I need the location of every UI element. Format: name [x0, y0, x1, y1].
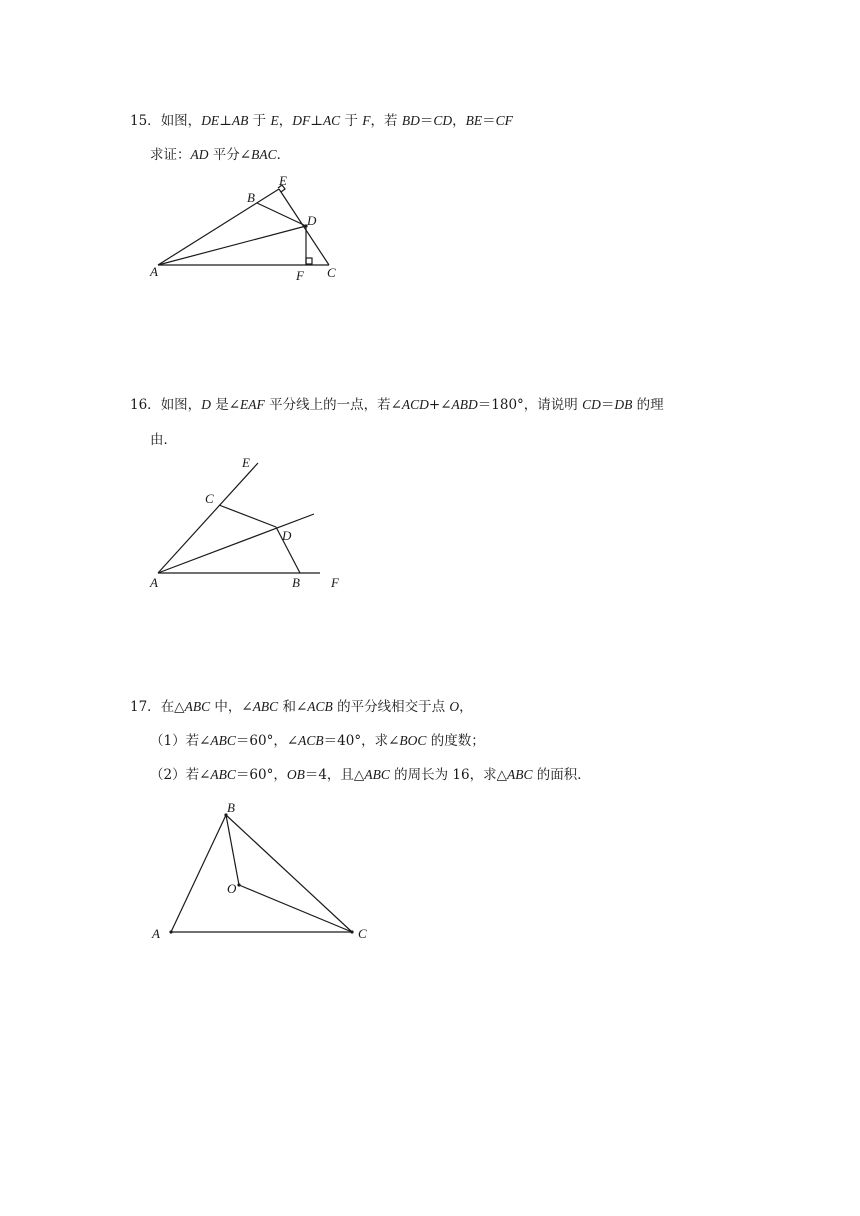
figure-label: C [327, 265, 336, 280]
text-segment: 于 [248, 113, 271, 129]
text-segment: ⊥ [310, 113, 323, 129]
text-segment: ＝ [600, 397, 615, 413]
text-segment: ． [276, 147, 291, 163]
figure-17 [140, 795, 380, 945]
text-segment: 的周长为 16，求△ [389, 767, 507, 783]
text-segment: ＝60°， [235, 767, 287, 783]
problem-17-line-2 [150, 731, 485, 751]
math-symbol: AB [231, 113, 249, 128]
figure-label: A [150, 264, 158, 279]
math-symbol: OB [286, 767, 305, 782]
math-symbol: ACB [298, 733, 324, 748]
text-segment: ＝ [419, 113, 434, 129]
text-segment: ＝40°，求∠ [323, 733, 400, 749]
text-segment: （2）若∠ [150, 767, 211, 783]
text-segment: ＝60°，∠ [235, 733, 299, 749]
text-segment: ， [278, 113, 293, 129]
problem-number: 15． [130, 113, 161, 129]
figure-label: B [247, 190, 255, 205]
problem-text [150, 147, 290, 163]
text-segment: ，若 [370, 113, 402, 129]
problem-16-line-2 [150, 430, 177, 450]
math-symbol: ABC [364, 767, 390, 782]
text-segment: ， [452, 113, 466, 129]
text-segment: 如图， [160, 397, 202, 413]
figure-label: O [227, 881, 237, 896]
math-symbol: BOC [399, 733, 427, 748]
math-symbol: DE [201, 113, 220, 128]
problem-17-line-3 [150, 765, 591, 785]
math-symbol: CD [582, 397, 601, 412]
math-symbol: EAF [240, 397, 265, 412]
math-symbol: O [449, 699, 460, 714]
figure-label: B [227, 800, 235, 815]
math-symbol: ACD [401, 397, 429, 412]
math-symbol: BE [465, 113, 483, 128]
text-segment: 平分线上的一点，若∠ [264, 397, 402, 413]
figure-label: E [279, 173, 287, 188]
problem-text [161, 113, 513, 129]
math-symbol: ABD [451, 397, 478, 412]
figure-label: F [331, 575, 339, 590]
text-segment: ， [459, 699, 473, 715]
problem-17-line-1 [130, 697, 473, 717]
problem-number: 17． [130, 699, 161, 715]
problem-text [150, 767, 591, 783]
math-symbol: DF [292, 113, 311, 128]
math-symbol: D [201, 397, 211, 412]
math-symbol: ABC [506, 767, 533, 782]
math-symbol: ABC [252, 699, 279, 714]
problem-number: 16． [130, 397, 161, 413]
figure-label: A [152, 926, 160, 941]
text-segment: 平分∠ [208, 147, 252, 163]
text-segment: 和∠ [278, 699, 308, 715]
math-symbol: ABC [210, 767, 236, 782]
problem-text [161, 397, 664, 413]
text-segment: 由． [150, 432, 177, 448]
problem-15-line-1 [130, 111, 513, 131]
text-segment: 求证： [150, 147, 191, 163]
text-segment: ＝180°，请说明 [477, 397, 583, 413]
figure-label: C [358, 926, 367, 941]
math-symbol: ABC [184, 699, 211, 714]
math-symbol: ACB [307, 699, 333, 714]
text-segment: 的度数； [426, 733, 485, 749]
text-segment: ＝ [482, 113, 496, 129]
figure-label: F [296, 268, 304, 283]
figure-label: A [150, 575, 158, 590]
math-symbol: F [362, 113, 371, 128]
math-symbol: BAC [251, 147, 277, 162]
math-symbol: AC [322, 113, 341, 128]
text-segment: 的面积． [532, 767, 591, 783]
text-segment: 如图， [160, 113, 202, 129]
text-segment: ＝4，且△ [304, 767, 365, 783]
math-symbol: BD [401, 113, 420, 128]
math-symbol: ABC [210, 733, 236, 748]
text-segment: +∠ [428, 397, 452, 413]
text-segment: 中，∠ [210, 699, 253, 715]
figure-15 [140, 168, 360, 288]
math-symbol: AD [190, 147, 209, 162]
problem-15-line-2 [150, 145, 290, 165]
text-segment: 的平分线相交于点 [332, 699, 450, 715]
text-segment: （1）若∠ [150, 733, 211, 749]
text-segment: ⊥ [219, 113, 232, 129]
math-symbol: E [270, 113, 279, 128]
math-symbol: DB [614, 397, 633, 412]
figure-label: E [242, 455, 250, 470]
problem-16-line-1 [130, 395, 664, 415]
text-segment: 于 [340, 113, 363, 129]
figure-label: B [292, 575, 300, 590]
math-symbol: CF [495, 113, 513, 128]
text-segment: 是∠ [210, 397, 241, 413]
text-segment: 在△ [160, 699, 185, 715]
figure-label: D [282, 528, 292, 543]
text-segment: 的理 [632, 397, 664, 413]
problem-text [150, 432, 177, 448]
figure-16 [140, 450, 360, 595]
figure-label: C [205, 491, 214, 506]
problem-text [161, 699, 473, 715]
math-symbol: CD [433, 113, 453, 128]
figure-label: D [307, 213, 317, 228]
problem-text [150, 733, 485, 749]
